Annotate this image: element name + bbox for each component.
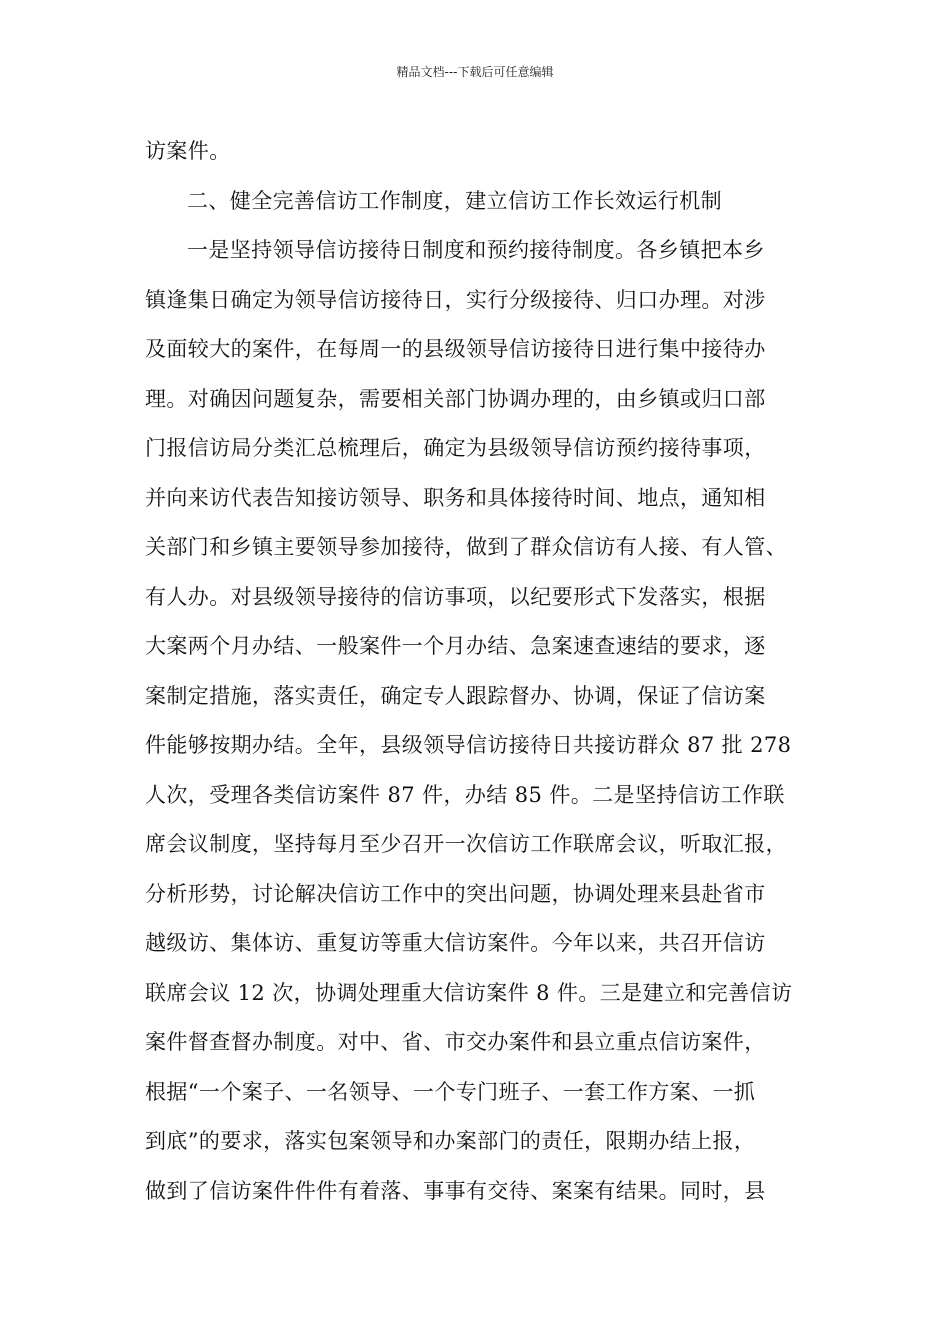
- text-line: 理。对确因问题复杂，需要相关部门协调办理的，由乡镇或归口部: [145, 386, 766, 411]
- text-line: 一是坚持领导信访接待日制度和预约接待制度。各乡镇把本乡: [187, 238, 765, 262]
- text-line: 访案件。: [145, 139, 231, 163]
- text-line: 门报信访局分类汇总梳理后，确定为县级领导信访预约接待事项，: [145, 436, 766, 460]
- text-line: 件能够按期办结。全年，县级领导信访接待日共接访群众 87 批 278: [145, 733, 792, 757]
- text-line: 根据“一个案子、一名领导、一个专门班子、一套工作方案、一抓: [145, 1079, 756, 1104]
- text-line: 镇逢集日确定为领导信访接待日，实行分级接待、归口办理。对涉: [145, 287, 766, 312]
- section-heading: 二、健全完善信访工作制度，建立信访工作长效运行机制: [187, 188, 722, 213]
- text-line: 关部门和乡镇主要领导参加接待，做到了群众信访有人接、有人管、: [145, 535, 787, 559]
- text-line: 案件督查督办制度。对中、省、市交办案件和县立重点信访案件，: [145, 1030, 766, 1054]
- text-line: 越级访、集体访、重复访等重大信访案件。今年以来，共召开信访: [145, 931, 766, 955]
- text-line: 并向来访代表告知接访领导、职务和具体接待时间、地点，通知相: [145, 485, 766, 510]
- text-line: 席会议制度，坚持每月至少召开一次信访工作联席会议，听取汇报，: [145, 832, 787, 856]
- text-line: 案制定措施，落实责任，确定专人跟踪督办、协调，保证了信访案: [145, 683, 766, 708]
- text-line: 及面较大的案件，在每周一的县级领导信访接待日进行集中接待办: [145, 337, 766, 361]
- text-line: 分析形势，讨论解决信访工作中的突出问题，协调处理来县赴省市: [145, 881, 766, 906]
- document-body: [145, 127, 805, 1216]
- text-line: 到底”的要求，落实包案领导和办案部门的责任，限期办结上报，: [145, 1129, 756, 1153]
- text-line: 大案两个月办结、一般案件一个月办结、急案速查速结的要求，逐: [145, 634, 766, 658]
- text-line: 联席会议 12 次，协调处理重大信访案件 8 件。三是建立和完善信访: [145, 980, 793, 1005]
- text-line: 做到了信访案件件件有着落、事事有交待、案案有结果。同时，县: [145, 1178, 766, 1203]
- text-line: 有人办。对县级领导接待的信访事项，以纪要形式下发落实，根据: [145, 584, 766, 609]
- text-line: 人次，受理各类信访案件 87 件，办结 85 件。二是坚持信访工作联: [145, 782, 785, 807]
- page-header: 精品文档---下载后可任意编辑: [396, 65, 554, 79]
